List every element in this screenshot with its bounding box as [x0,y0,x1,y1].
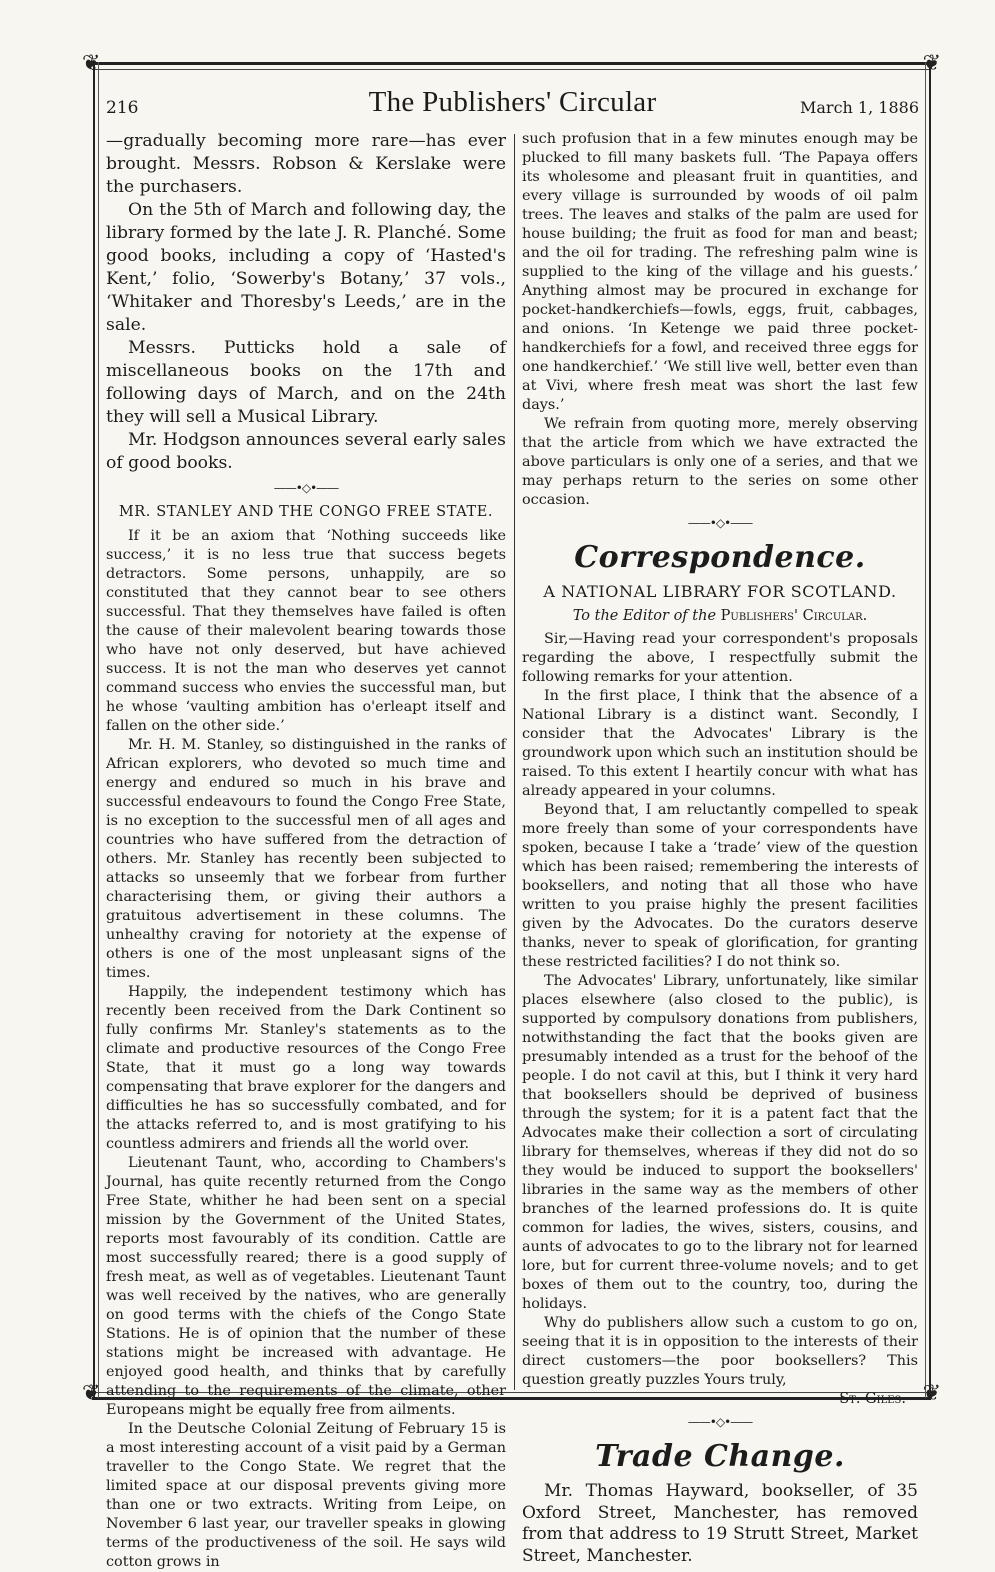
paragraph: Mr. H. M. Stanley, so distinguished in the ranks of African explorers, who devoted so much time and energy and endured so much in his brave and successful endeavours to found the Congo Free State, is no exception to the successful men of all ages and countries who have suffered from the detraction of others. Mr. Stanley has recently been subjected to attacks so unseemly that we forbear from further characterising them, or giving their authors a gratuitous advertisement in these columns. The unhealthy craving for notoriety at the expense of others is one of the most unpleasant signs of the times. [106,737,506,981]
stanley-article-continued [522,130,918,510]
paragraph: On the 5th of March and following day, the library formed by the late J. R. Planché. Some good books, including a copy of ‘Hasted's Kent,’ folio, ‘Sowerby's Botany,’ 37 vols., ‘Whitaker and Thoresby's Leeds,’ are in the sale. [106,200,506,335]
paragraph: Why do publishers allow such a custom to go on, seeing that it is in opposition to the interests of their direct customers—the poor booksellers? This question greatly puzzles Yours truly, [522,1315,918,1388]
section-separator: ——•◇•—— [687,516,753,530]
trade-change-heading: Trade Change. [595,1439,845,1474]
paragraph: —gradually becoming more rare—has ever brought. Messrs. Robson & Kerslake were the purchasers. [106,131,506,197]
letter-title: A NATIONAL LIBRARY FOR SCOTLAND. [543,582,897,601]
page-number: 216 [106,98,139,118]
section-separator: ——•◇•—— [687,1415,753,1429]
paragraph: Mr. Thomas Hayward, bookseller, of 35 Oxford Street, Manchester, has removed from that address to 19 Strutt Street, Market Street, Manchester. [522,1481,918,1566]
corner-ornament-icon: ❦ [922,1381,941,1406]
paragraph: Mr. Hodgson announces several early sales of good books. [106,430,507,473]
address-publication: Publishers' Circular. [720,608,868,624]
corner-ornament-icon: ❦ [82,1381,101,1406]
column-divider [514,134,515,1390]
right-column [522,130,918,1567]
paragraph: Lieutenant Taunt, who, according to Chambers's Journal, has quite recently returned from the Congo Free State, whither he had been sent on a special mission by the Government of the United States, reports most favourably of its condition. Cattle are most successfully reared; there is a good supply of fresh meat, as well as of vegetables. Lieutenant Taunt was well received by the natives, who are generally on good terms with the chiefs of the Congo State Stations. He is of opinion that the number of these stations might be increased with advantage. He enjoyed good health, and thinks that by carefully attending to the requirements of the climate, other Europeans might be equally free from ailments. [106,1155,506,1418]
paragraph: Happily, the independent testimony which has recently been received from the Dark Continent so fully confirms Mr. Stanley's statements as to the climate and productive resources of the Congo Free State, that it must go a long way towards compensating that brave explorer for the dangers and difficulties he has so successfully combated, and for the attacks referred to, and is most gratifying to his countless admirers and friends all the world over. [106,984,506,1152]
page-header [106,84,919,124]
issue-date: March 1, 1886 [800,98,919,117]
letter-address [522,606,918,626]
publication-title: The Publishers' Circular [368,86,657,118]
paragraph: Sir,—Having read your correspondent's proposals regarding the above, I respectfully submit the following remarks for your attention. [522,631,918,685]
sales-notices [106,130,506,475]
trade-change-notice [522,1481,918,1567]
letter-body [522,630,918,1390]
paragraph: We refrain from quoting more, merely observing that the article from which we have extracted the above particulars is only one of a series, and that we may perhaps return to the series on some other occasion. [522,416,918,508]
top-border-rule [92,62,931,70]
correspondence-heading: Correspondence. [574,540,866,575]
left-column [106,130,506,1572]
paragraph: such profusion that in a few minutes enough may be plucked to fill many baskets full. ‘The Papaya offers its wholesome and pleasant fruit in quantities, and every village is surrounded by woods of oil palm trees. The leaves and stalks of the palm are used for house building; the fruit as food for man and beast; and the oil for trading. The refreshing palm wine is supplied to the king of the village and his guests.’ Anything almost may be procured in exchange for pocket-handkerchiefs—fowls, eggs, fruit, cabbages, and onions. ‘In Ketenge we paid three pocket-handkerchiefs for a fowl, and received three eggs for one handkerchief.’ ‘We still live well, better even than at Vivi, where fresh meat was short the last few days.’ [522,131,918,413]
left-border-rule [93,62,99,1398]
paragraph: If it be an axiom that ‘Nothing succeeds like success,’ it is no less true that success begets detractors. Some persons, unhappily, are so constituted that they cannot bear to see others successful. That they themselves have failed is often the cause of their malevolent bearing towards those who have not only deserved, but have achieved success. It is not the man who deserves yet cannot command success who envies the successful man, but he whose ‘vaulting ambition has o'erleapt itself and fallen on the other side.’ [106,528,506,734]
stanley-article [106,527,506,1572]
corner-ornament-icon: ❦ [922,51,941,76]
address-text: To the Editor of the [572,608,721,624]
paragraph: Messrs. Putticks hold a sale of miscellaneous books on the 17th and following days of March, and on the 24th they will sell a Musical Library. [106,338,506,427]
paragraph: In the Deutsche Colonial Zeitung of February 15 is a most interesting account of a visit paid by a German traveller to the Congo State. We regret that the limited space at our disposal prevents giving more than one or two extracts. Writing from Leipe, on November 6 last year, our traveller speaks in glowing terms of the productiveness of the soil. He says wild cotton grows in [106,1421,506,1570]
letter-signature: St. Giles. [839,1391,906,1407]
article-title: MR. STANLEY AND THE CONGO FREE STATE. [118,504,494,520]
right-border-rule [925,62,931,1398]
corner-ornament-icon: ❦ [82,51,101,76]
paragraph: The Advocates' Library, unfortunately, like similar places elsewhere (also closed to the public), is supported by compulsory donations from publishers, notwithstanding the fact that the books given are presumably intended as a trust for the behoof of the people. I do not cavil at this, but I think it very hard that booksellers should be deprived of business through the system; for it is a patent fact that the Advocates make their collection a sort of circulating library for themselves, whereas if they did not do so they would be induced to support the booksellers' libraries in the same way as the members of other branches of the learned professions do. It is quite common for ladies, the wives, sisters, cousins, and aunts of advocates to go to the library not for learned lore, but for current three-volume novels; and to get boxes of them out to the country, too, during the holidays. [522,973,918,1312]
paragraph: In the first place, I think that the absence of a National Library is a distinct want. Secondly, I consider that the Advocates' Library is the groundwork upon which such an institution should be raised. To this extent I heartily concur with what has already appeared in your columns. [522,688,918,799]
paragraph: Beyond that, I am reluctantly compelled to speak more freely than some of your correspondents have spoken, because I take a ‘trade’ view of the question which has been raised; remembering the interests of booksellers, and noting that all those who have written to you praise highly the present facilities given by the Advocates. Do the curators deserve thanks, never to speak of glorification, for granting these restricted facilities? I do not think so. [522,802,918,970]
section-separator: ——•◇•—— [273,481,339,495]
